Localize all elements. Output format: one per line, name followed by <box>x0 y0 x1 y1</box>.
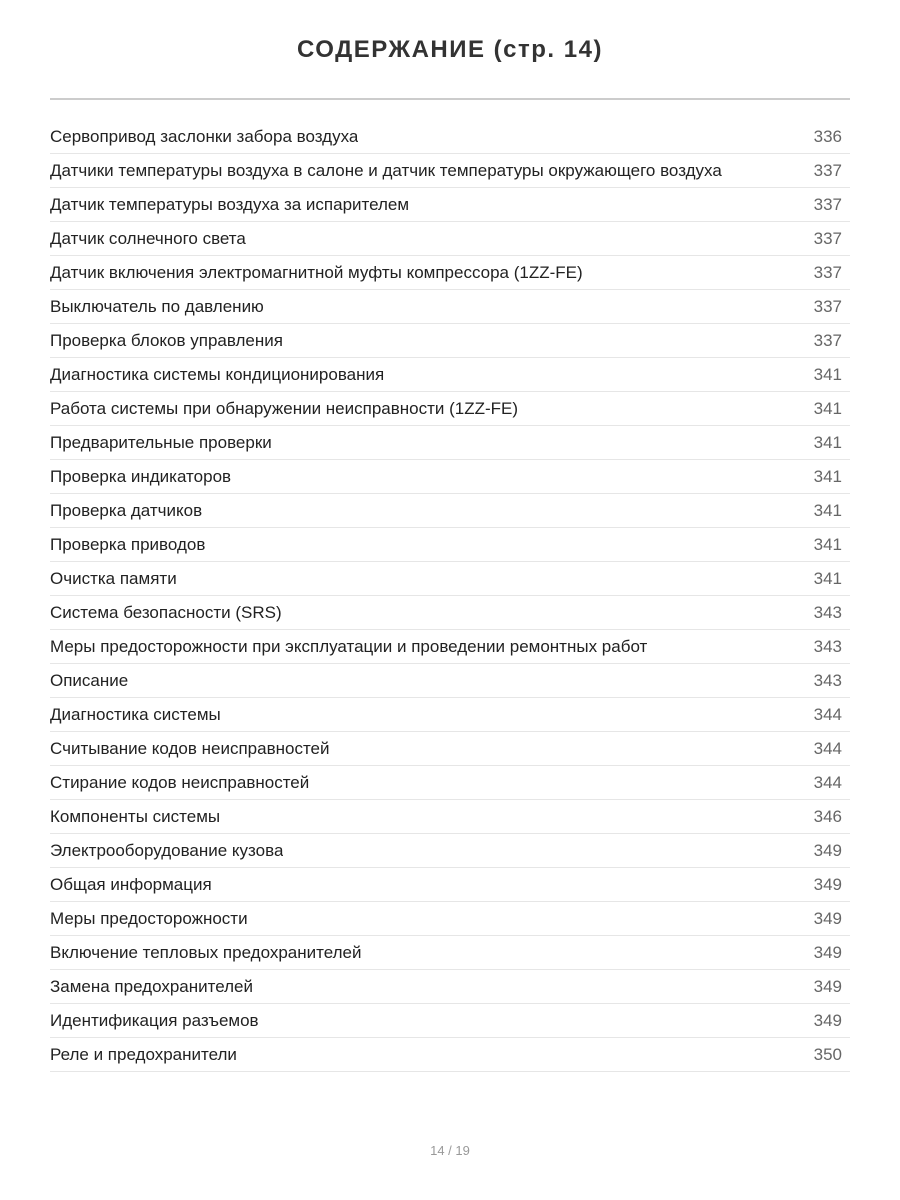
toc-row[interactable] <box>50 562 850 596</box>
toc-title: Система безопасности (SRS) <box>50 603 282 622</box>
toc-title: Датчики температуры воздуха в салоне и датчик температуры окружающего воздуха <box>50 161 722 180</box>
toc-title: Работа системы при обнаружении неисправности (1ZZ-FE) <box>50 399 519 418</box>
toc-title: Включение тепловых предохранителей <box>50 943 362 962</box>
toc-page-number: 341 <box>813 535 842 554</box>
toc-row[interactable] <box>50 426 850 460</box>
toc-row[interactable] <box>50 256 850 290</box>
toc-page-number: 336 <box>813 127 842 146</box>
toc-title: Меры предосторожности при эксплуатации и проведении ремонтных работ <box>50 637 648 656</box>
toc-title: Считывание кодов неисправностей <box>50 739 330 758</box>
toc-title: Проверка блоков управления <box>50 331 283 350</box>
toc-title: Датчик включения электромагнитной муфты компрессора (1ZZ-FE) <box>50 263 583 282</box>
toc-title: Замена предохранителей <box>50 977 254 996</box>
toc-page-number: 337 <box>813 161 842 180</box>
page-title: СОДЕРЖАНИЕ (стр. 14) <box>297 36 603 63</box>
toc-row[interactable] <box>50 528 850 562</box>
toc-title: Проверка индикаторов <box>50 467 232 486</box>
toc-page-number: 343 <box>813 671 842 690</box>
toc-row[interactable] <box>50 188 850 222</box>
toc-row[interactable] <box>50 698 850 732</box>
toc-page-number: 349 <box>813 943 842 962</box>
toc-page-number: 343 <box>813 603 842 622</box>
toc-title: Выключатель по давлению <box>50 297 264 316</box>
toc-row[interactable] <box>50 630 850 664</box>
toc-row[interactable] <box>50 902 850 936</box>
toc-row[interactable] <box>50 1004 850 1038</box>
toc-page-number: 350 <box>813 1045 842 1064</box>
toc-page-number: 346 <box>813 807 842 826</box>
toc-page-number: 344 <box>813 739 842 758</box>
toc-row[interactable] <box>50 868 850 902</box>
toc-title: Общая информация <box>50 875 212 894</box>
toc-title: Сервопривод заслонки забора воздуха <box>50 127 359 146</box>
toc-row[interactable] <box>50 460 850 494</box>
toc-title: Электрооборудование кузова <box>50 841 284 860</box>
toc-page-number: 341 <box>813 569 842 588</box>
toc-title: Очистка памяти <box>50 569 177 588</box>
toc-row[interactable] <box>50 800 850 834</box>
toc-page-number: 349 <box>813 977 842 996</box>
table-of-contents <box>50 120 850 1072</box>
toc-page-number: 349 <box>813 1011 842 1030</box>
toc-title: Описание <box>50 671 129 690</box>
toc-title: Датчик температуры воздуха за испарителем <box>50 195 410 214</box>
toc-row[interactable] <box>50 290 850 324</box>
toc-page-number: 344 <box>813 705 842 724</box>
toc-page-number: 341 <box>813 467 842 486</box>
toc-row[interactable] <box>50 120 850 154</box>
toc-title: Диагностика системы <box>50 705 221 724</box>
toc-title: Компоненты системы <box>50 807 221 826</box>
toc-page-number: 349 <box>813 841 842 860</box>
pagination: 14 / 19 <box>430 1143 470 1158</box>
toc-row[interactable] <box>50 766 850 800</box>
toc-row[interactable] <box>50 392 850 426</box>
toc-row[interactable] <box>50 834 850 868</box>
toc-row[interactable] <box>50 494 850 528</box>
toc-page-number: 341 <box>813 365 842 384</box>
toc-title: Проверка приводов <box>50 535 206 554</box>
toc-page-number: 349 <box>813 909 842 928</box>
title-divider <box>50 98 850 100</box>
toc-page-number: 341 <box>813 399 842 418</box>
toc-row[interactable] <box>50 596 850 630</box>
toc-page-number: 337 <box>813 331 842 350</box>
toc-title: Диагностика системы кондиционирования <box>50 365 385 384</box>
toc-page-number: 337 <box>813 229 842 248</box>
toc-page-number: 341 <box>813 501 842 520</box>
toc-title: Предварительные проверки <box>50 433 272 452</box>
toc-row[interactable] <box>50 324 850 358</box>
toc-title: Реле и предохранители <box>50 1045 237 1064</box>
toc-row[interactable] <box>50 1038 850 1072</box>
toc-page-number: 344 <box>813 773 842 792</box>
toc-row[interactable] <box>50 970 850 1004</box>
toc-page-number: 343 <box>813 637 842 656</box>
toc-title: Стирание кодов неисправностей <box>50 773 310 792</box>
toc-row[interactable] <box>50 664 850 698</box>
toc-page-number: 337 <box>813 297 842 316</box>
toc-page-number: 337 <box>813 195 842 214</box>
toc-page-number: 349 <box>813 875 842 894</box>
toc-page-number: 341 <box>813 433 842 452</box>
toc-row[interactable] <box>50 732 850 766</box>
toc-title: Датчик солнечного света <box>50 229 246 248</box>
toc-page-number: 337 <box>813 263 842 282</box>
toc-title: Меры предосторожности <box>50 909 248 928</box>
toc-title: Проверка датчиков <box>50 501 203 520</box>
toc-row[interactable] <box>50 154 850 188</box>
toc-row[interactable] <box>50 358 850 392</box>
toc-title: Идентификация разъемов <box>50 1011 259 1030</box>
toc-row[interactable] <box>50 936 850 970</box>
toc-row[interactable] <box>50 222 850 256</box>
